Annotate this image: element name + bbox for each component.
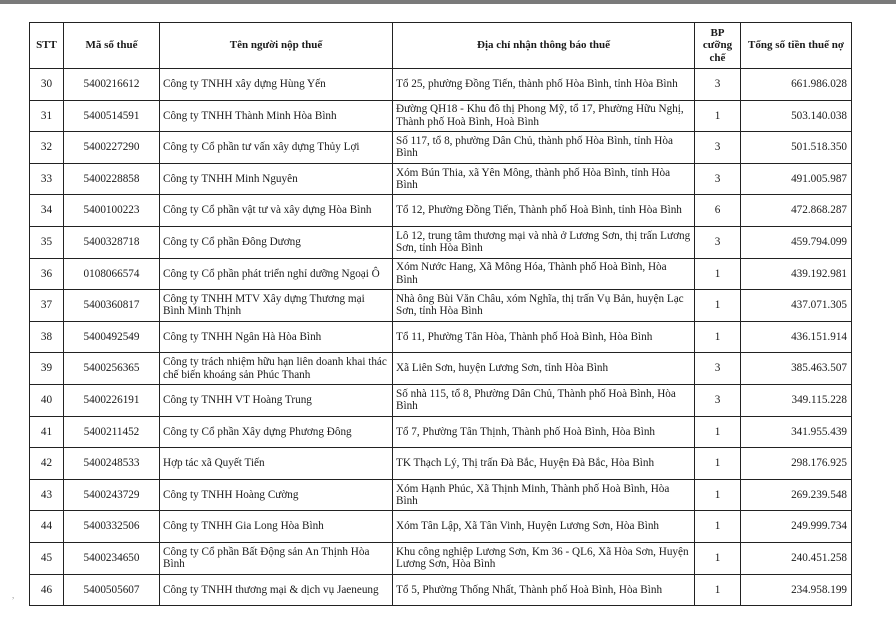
tax-code-cell: 5400227290 <box>64 132 160 164</box>
tax-code-cell: 5400505607 <box>64 574 160 606</box>
table-row <box>30 542 852 574</box>
enforcement-measure-cell: 1 <box>695 258 741 290</box>
header-tax-code: Mã số thuế <box>64 23 160 69</box>
enforcement-measure-cell: 3 <box>695 226 741 258</box>
total-debt-cell: 249.999.734 <box>741 511 852 543</box>
taxpayer-name-cell: Công ty Cổ phần phát triển nghỉ dưỡng Ngoại Ô <box>160 258 393 290</box>
total-debt-cell: 341.955.439 <box>741 416 852 448</box>
tax-code-cell: 5400256365 <box>64 353 160 385</box>
taxpayer-name-cell: Công ty Cổ phần tư vấn xây dựng Thủy Lợi <box>160 132 393 164</box>
margin-mark: , <box>12 590 15 600</box>
table-body <box>30 69 852 606</box>
row-number: 32 <box>30 132 64 164</box>
row-number: 40 <box>30 384 64 416</box>
enforcement-measure-cell: 1 <box>695 321 741 353</box>
table-row <box>30 132 852 164</box>
total-debt-cell: 503.140.038 <box>741 100 852 132</box>
taxpayer-name-cell: Công ty TNHH Thành Minh Hòa Bình <box>160 100 393 132</box>
table-row <box>30 226 852 258</box>
taxpayer-name-cell: Công ty Cổ phần Đông Dương <box>160 226 393 258</box>
row-number: 35 <box>30 226 64 258</box>
taxpayer-name-cell: Công ty Cổ phần Xây dựng Phương Đông <box>160 416 393 448</box>
total-debt-cell: 269.239.548 <box>741 479 852 511</box>
tax-code-cell: 5400243729 <box>64 479 160 511</box>
taxpayer-name-cell: Công ty Cổ phần vật tư và xây dựng Hòa Bình <box>160 195 393 227</box>
enforcement-measure-cell: 1 <box>695 511 741 543</box>
taxpayer-name-cell: Công ty TNHH xây dựng Hùng Yến <box>160 69 393 101</box>
taxpayer-name-cell: Công ty TNHH Minh Nguyên <box>160 163 393 195</box>
row-number: 43 <box>30 479 64 511</box>
table-row <box>30 416 852 448</box>
top-border <box>0 0 896 4</box>
tax-code-cell: 5400328718 <box>64 226 160 258</box>
tax-code-cell: 0108066574 <box>64 258 160 290</box>
header-total-debt: Tổng số tiền thuế nợ <box>741 23 852 69</box>
header-address: Địa chỉ nhận thông báo thuế <box>393 23 695 69</box>
taxpayer-name-cell: Công ty TNHH Hoàng Cường <box>160 479 393 511</box>
address-cell: Xóm Nước Hang, Xã Mông Hóa, Thành phố Hoà Bình, Hòa Bình <box>393 258 695 290</box>
address-cell: Tổ 11, Phường Tân Hòa, Thành phố Hoà Bình, Hòa Bình <box>393 321 695 353</box>
taxpayer-name-cell: Công ty TNHH thương mại & dịch vụ Jaeneung <box>160 574 393 606</box>
tax-code-cell: 5400248533 <box>64 448 160 480</box>
address-cell: Xã Liên Sơn, huyện Lương Sơn, tỉnh Hòa Bình <box>393 353 695 385</box>
total-debt-cell: 298.176.925 <box>741 448 852 480</box>
header-taxpayer-name: Tên người nộp thuế <box>160 23 393 69</box>
total-debt-cell: 501.518.350 <box>741 132 852 164</box>
total-debt-cell: 349.115.228 <box>741 384 852 416</box>
enforcement-measure-cell: 3 <box>695 353 741 385</box>
enforcement-measure-cell: 1 <box>695 574 741 606</box>
tax-code-cell: 5400228858 <box>64 163 160 195</box>
taxpayer-name-cell: Công ty TNHH MTV Xây dựng Thương mại Bình Minh Thịnh <box>160 290 393 322</box>
table-row <box>30 69 852 101</box>
enforcement-measure-cell: 6 <box>695 195 741 227</box>
total-debt-cell: 472.868.287 <box>741 195 852 227</box>
address-cell: Tổ 5, Phường Thống Nhất, Thành phố Hoà Bình, Hòa Bình <box>393 574 695 606</box>
address-cell: Số 117, tổ 8, phường Dân Chủ, thành phố Hòa Bình, tỉnh Hòa Bình <box>393 132 695 164</box>
enforcement-measure-cell: 1 <box>695 416 741 448</box>
taxpayer-name-cell: Công ty Cổ phần Bất Động sản An Thịnh Hòa Bình <box>160 542 393 574</box>
enforcement-measure-cell: 3 <box>695 69 741 101</box>
enforcement-measure-cell: 3 <box>695 132 741 164</box>
tax-code-cell: 5400226191 <box>64 384 160 416</box>
address-cell: Tổ 12, Phường Đồng Tiến, Thành phố Hoà Bình, tỉnh Hòa Bình <box>393 195 695 227</box>
total-debt-cell: 437.071.305 <box>741 290 852 322</box>
enforcement-measure-cell: 1 <box>695 290 741 322</box>
enforcement-measure-cell: 1 <box>695 542 741 574</box>
enforcement-measure-cell: 3 <box>695 384 741 416</box>
tax-debt-table <box>29 22 852 606</box>
taxpayer-name-cell: Công ty TNHH Ngân Hà Hòa Bình <box>160 321 393 353</box>
enforcement-measure-cell: 1 <box>695 100 741 132</box>
tax-code-cell: 5400216612 <box>64 69 160 101</box>
total-debt-cell: 661.986.028 <box>741 69 852 101</box>
total-debt-cell: 234.958.199 <box>741 574 852 606</box>
row-number: 37 <box>30 290 64 322</box>
row-number: 46 <box>30 574 64 606</box>
header-row <box>30 23 852 69</box>
row-number: 42 <box>30 448 64 480</box>
row-number: 44 <box>30 511 64 543</box>
header-enforcement-measure: BP cưỡng chế <box>695 23 741 69</box>
table-row <box>30 574 852 606</box>
document-page <box>29 22 851 606</box>
tax-code-cell: 5400514591 <box>64 100 160 132</box>
address-cell: Khu công nghiệp Lương Sơn, Km 36 - QL6, Xã Hòa Sơn, Huyện Lương Sơn, Hòa Bình <box>393 542 695 574</box>
address-cell: Tổ 25, phường Đồng Tiến, thành phố Hòa Bình, tỉnh Hòa Bình <box>393 69 695 101</box>
taxpayer-name-cell: Công ty TNHH Gia Long Hòa Bình <box>160 511 393 543</box>
row-number: 41 <box>30 416 64 448</box>
table-row <box>30 163 852 195</box>
enforcement-measure-cell: 1 <box>695 479 741 511</box>
row-number: 36 <box>30 258 64 290</box>
total-debt-cell: 385.463.507 <box>741 353 852 385</box>
enforcement-measure-cell: 3 <box>695 163 741 195</box>
enforcement-measure-cell: 1 <box>695 448 741 480</box>
table-row <box>30 448 852 480</box>
row-number: 33 <box>30 163 64 195</box>
table-row <box>30 384 852 416</box>
tax-code-cell: 5400100223 <box>64 195 160 227</box>
table-row <box>30 258 852 290</box>
table-row <box>30 511 852 543</box>
address-cell: Lô 12, trung tâm thương mại và nhà ở Lương Sơn, thị trấn Lương Sơn, tỉnh Hòa Bình <box>393 226 695 258</box>
total-debt-cell: 491.005.987 <box>741 163 852 195</box>
tax-code-cell: 5400360817 <box>64 290 160 322</box>
total-debt-cell: 459.794.099 <box>741 226 852 258</box>
total-debt-cell: 240.451.258 <box>741 542 852 574</box>
taxpayer-name-cell: Công ty TNHH VT Hoàng Trung <box>160 384 393 416</box>
table-row <box>30 479 852 511</box>
row-number: 38 <box>30 321 64 353</box>
address-cell: TK Thạch Lý, Thị trấn Đà Bắc, Huyện Đà Bắc, Hòa Bình <box>393 448 695 480</box>
table-row <box>30 290 852 322</box>
table-row <box>30 195 852 227</box>
total-debt-cell: 436.151.914 <box>741 321 852 353</box>
row-number: 30 <box>30 69 64 101</box>
address-cell: Xóm Bún Thia, xã Yên Mông, thành phố Hòa Bình, tỉnh Hòa Bình <box>393 163 695 195</box>
table-row <box>30 321 852 353</box>
row-number: 45 <box>30 542 64 574</box>
row-number: 39 <box>30 353 64 385</box>
taxpayer-name-cell: Hợp tác xã Quyết Tiến <box>160 448 393 480</box>
row-number: 31 <box>30 100 64 132</box>
tax-code-cell: 5400332506 <box>64 511 160 543</box>
address-cell: Tổ 7, Phường Tân Thịnh, Thành phố Hoà Bình, Hòa Bình <box>393 416 695 448</box>
address-cell: Số nhà 115, tổ 8, Phường Dân Chủ, Thành phố Hoà Bình, Hòa Bình <box>393 384 695 416</box>
address-cell: Đường QH18 - Khu đô thị Phong Mỹ, tổ 17, Phường Hữu Nghị, Thành phố Hoà Bình, Hoà Bình <box>393 100 695 132</box>
header-stt: STT <box>30 23 64 69</box>
table-row <box>30 100 852 132</box>
total-debt-cell: 439.192.981 <box>741 258 852 290</box>
tax-code-cell: 5400492549 <box>64 321 160 353</box>
row-number: 34 <box>30 195 64 227</box>
taxpayer-name-cell: Công ty trách nhiệm hữu hạn liên doanh khai thác chế biến khoáng sản Phúc Thanh <box>160 353 393 385</box>
tax-code-cell: 5400211452 <box>64 416 160 448</box>
tax-code-cell: 5400234650 <box>64 542 160 574</box>
address-cell: Xóm Tân Lập, Xã Tân Vinh, Huyện Lương Sơn, Hòa Bình <box>393 511 695 543</box>
table-row <box>30 353 852 385</box>
address-cell: Nhà ông Bùi Văn Châu, xóm Nghĩa, thị trấn Vụ Bản, huyện Lạc Sơn, tỉnh Hòa Bình <box>393 290 695 322</box>
address-cell: Xóm Hạnh Phúc, Xã Thịnh Minh, Thành phố Hoà Bình, Hòa Bình <box>393 479 695 511</box>
